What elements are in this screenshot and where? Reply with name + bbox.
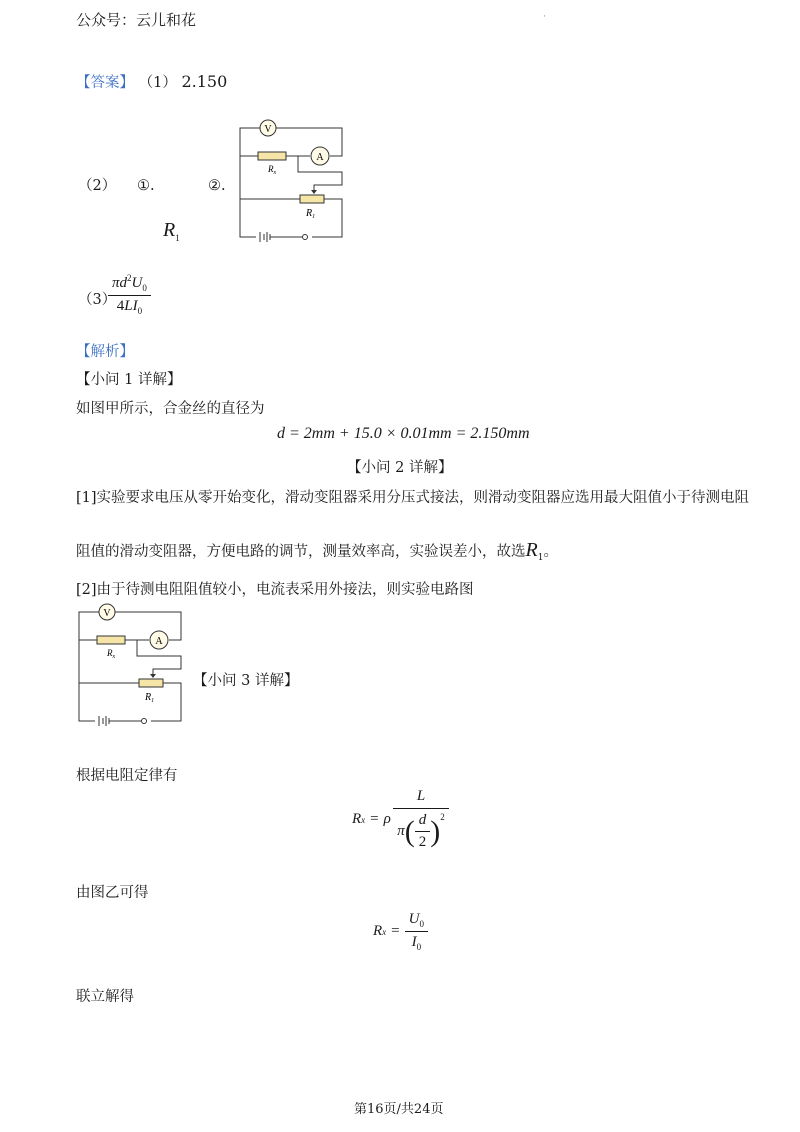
q2-number: （2） [78, 178, 117, 194]
subquestion-1-text: 如图甲所示，合金丝的直径为 [76, 401, 265, 417]
voltmeter-label: V [103, 608, 111, 619]
rx-resistor [258, 152, 286, 160]
subquestion-3-heading: 【小问 3 详解】 [193, 673, 299, 689]
q3-number: （3） [78, 292, 117, 308]
subquestion-2-heading: 【小问 2 详解】 [347, 460, 453, 476]
q2-r1-symbol: $R_1$ [163, 219, 180, 243]
r1-rheostat [139, 679, 163, 687]
rx-resistor [97, 636, 125, 644]
subquestion-3-text-3: 联立解得 [76, 989, 134, 1005]
q1-value: 2.150 [181, 72, 228, 91]
subquestion-1-heading: 【小问 1 详解】 [76, 372, 182, 388]
switch-symbol [142, 719, 147, 724]
q2-part2: ②. [208, 178, 226, 194]
rx-label: $R_x$ [107, 648, 116, 660]
subquestion-3-text-1: 根据电阻定律有 [76, 768, 178, 784]
q2-part1: ①. [137, 178, 155, 194]
battery-symbol [260, 232, 270, 242]
subquestion-3-text-2: 由图乙可得 [76, 885, 149, 901]
circuit-diagram-analysis [72, 600, 190, 726]
ohm-law-formula: R x = $\frac{U_0}{I_0}$ [373, 911, 428, 952]
diameter-formula: d = 2mm + 15.0 × 0.01mm = 2.150mm [277, 425, 530, 442]
rx-label: $R_x$ [268, 164, 277, 176]
switch-symbol [303, 235, 308, 240]
answer-line-1 [76, 72, 227, 93]
q1-number: （1） [138, 75, 177, 91]
r1-rheostat [300, 195, 324, 203]
r1-label: $R_1$ [145, 692, 155, 704]
subquestion-2-line-2: 阻值的滑动变阻器，方便电路的调节，测量效率高，实验误差小，故选$R_1$。 [76, 539, 558, 563]
q3-fraction: $\frac{\pi d^2U_0}{4LI_0}$ [108, 273, 151, 316]
page-header-source: 公众号：云儿和花 [76, 11, 197, 29]
r1-label: $R_1$ [306, 208, 316, 220]
subquestion-2-line-1: [1]实验要求电压从零开始变化，滑动变阻器采用分压式接法，则滑动变阻器应选用最大阻值小于待测电阻 [76, 490, 750, 506]
subquestion-2-line-3: [2]由于待测电阻阻值较小，电流表采用外接法，则实验电路图 [76, 582, 474, 598]
header-dot: · [543, 12, 546, 22]
battery-symbol [99, 716, 109, 726]
analysis-tag: 【解析】 [76, 344, 134, 360]
resistance-law-formula: R x = ρ L π ( $\frac{d}{2}$ ) $^2$ [352, 788, 449, 851]
circuit-diagram-answer [234, 116, 350, 242]
page-number: 第16页/共24页 [354, 1102, 444, 1117]
voltmeter-label: V [264, 124, 272, 135]
ammeter-label: A [316, 152, 324, 163]
ammeter-label: A [155, 636, 163, 647]
answer-tag: 【答案】 [76, 75, 134, 91]
